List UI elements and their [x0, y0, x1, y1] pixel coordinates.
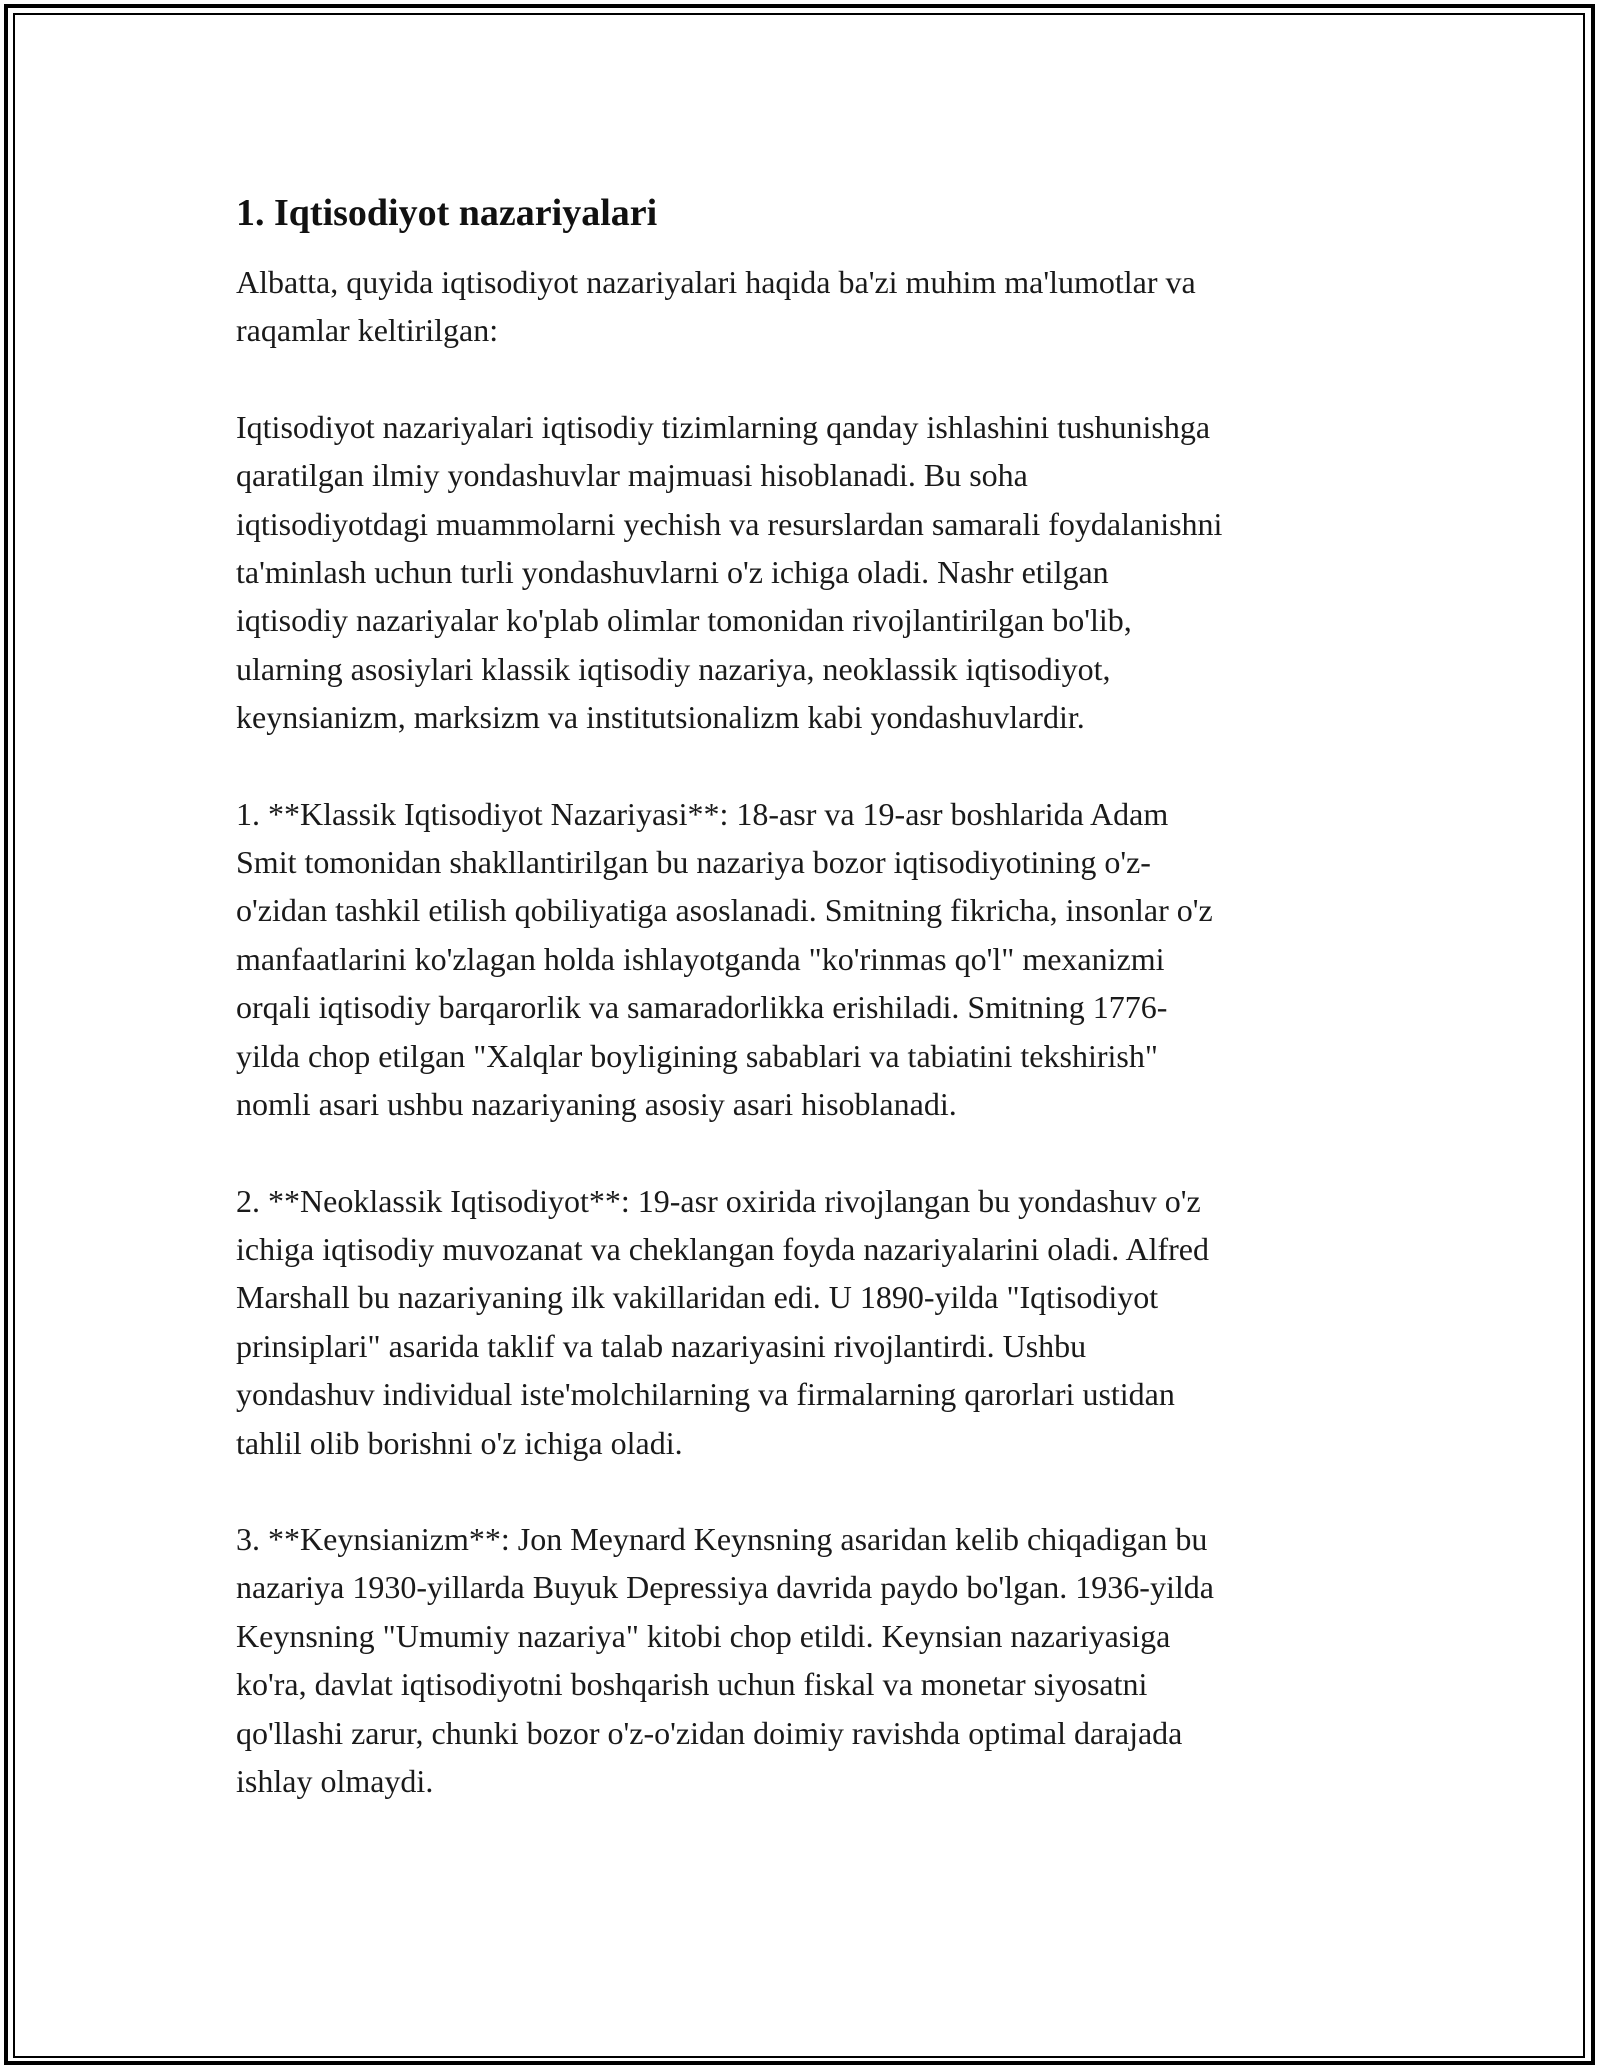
document-body	[236, 188, 1381, 1805]
intro-paragraph: Albatta, quyida iqtisodiyot nazariyalari haqida ba'zi muhim ma'lumotlar va raqamlar keltirilgan:	[236, 264, 1196, 349]
document-title: 1. Iqtisodiyot nazariyalari	[236, 192, 658, 234]
overview-paragraph: Iqtisodiyot nazariyalari iqtisodiy tizimlarning qanday ishlashini tushunishga qaratilgan ilmiy yondashuvlar majmuasi hisoblanadi. Bu soha iqtisodiyotdagi muammolarni yechish va resurslardan samarali foydalanishni ta'minlash uchun turli yondashuvlarni o'z ichiga oladi. Nashr etilgan iqtisodiy nazariyalar ko'plab olimlar tomonidan rivojlantirilgan bo'lib, ularning asosiylari klassik iqtisodiy nazariya, neoklassik iqtisodiyot, keynsianizm, marksizm va institutsionalizm kabi yondashuvlardir.	[236, 408, 1223, 736]
classical-economics-paragraph: 1. **Klassik Iqtisodiyot Nazariyasi**: 18-asr va 19-asr boshlarida Adam Smit tomonidan shakllantirilgan bu nazariya bozor iqtisodiyotining o'z- o'zidan tashkil etilish qobiliyatiga asoslanadi. Smitning fikricha, insonlar o'z manfaatlarini ko'zlagan holda ishlayotganda "ko'rinmas qo'l" mexanizmi orqali iqtisodiy barqarorlik va samaradorlikka erishiladi. Smitning 1776- yilda chop etilgan "Xalqlar boyligining sabablari va tabiatini tekshirish" nomli asari ushbu nazariyaning asosiy asari hisoblanadi.	[236, 795, 1213, 1123]
neoclassical-economics-paragraph: 2. **Neoklassik Iqtisodiyot**: 19-asr oxirida rivojlangan bu yondashuv o'z ichiga iqtisodiy muvozanat va cheklangan foyda nazariyalarini oladi. Alfred Marshall bu nazariyaning ilk vakillaridan edi. U 1890-yilda "Iqtisodiyot prinsiplari" asarida taklif va talab nazariyasini rivojlantirdi. Ushbu yondashuv individual iste'molchilarning va firmalarning qarorlari ustidan tahlil olib borishni o'z ichiga oladi.	[236, 1182, 1209, 1461]
keynesianism-paragraph: 3. **Keynsianizm**: Jon Meynard Keynsning asaridan kelib chiqadigan bu nazariya 1930-yillarda Buyuk Depressiya davrida paydo bo'lgan. 1936-yilda Keynsning "Umumiy nazariya" kitobi chop etildi. Keynsian nazariyasiga ko'ra, davlat iqtisodiyotni boshqarish uchun fiskal va monetar siyosatni qo'llashi zarur, chunki bozor o'z-o'zidan doimiy ravishda optimal darajada ishlay olmaydi.	[236, 1520, 1214, 1799]
